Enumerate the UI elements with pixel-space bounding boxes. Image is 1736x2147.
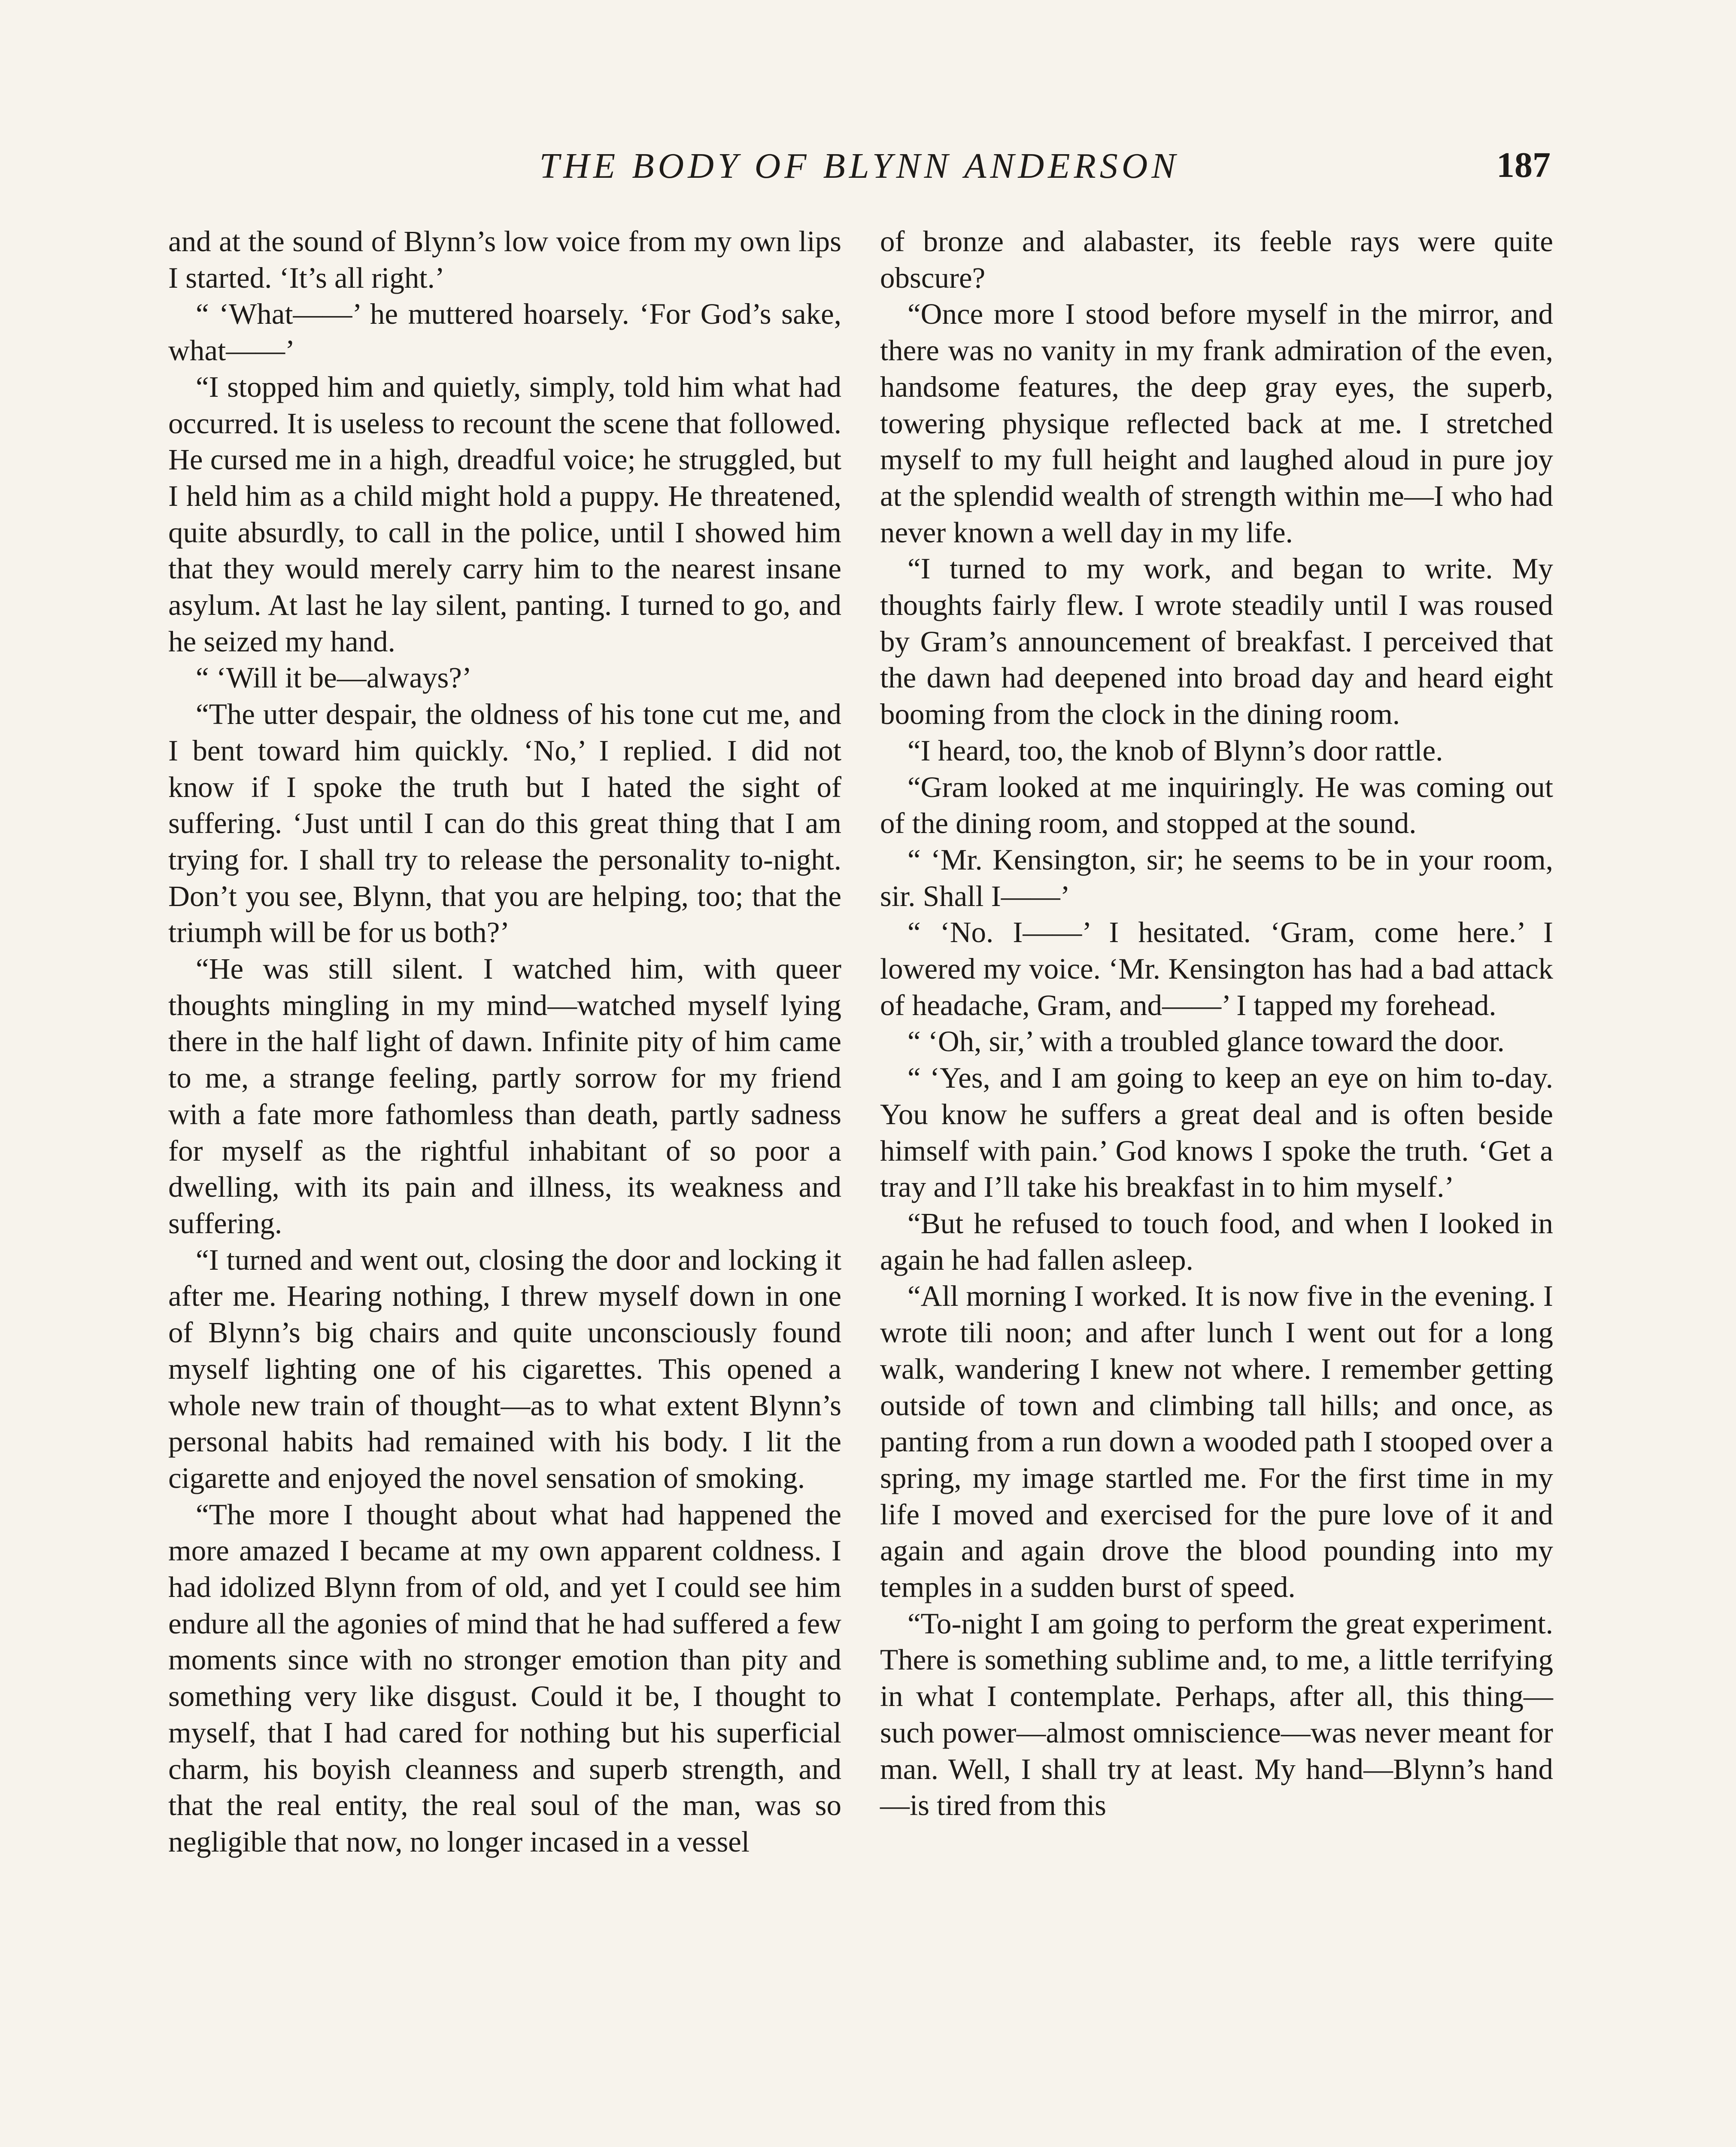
paragraph: “ ‘Will it be—always?’	[196, 661, 472, 694]
paragraph: “All morning I worked. It is now five in the evening. I wrote tili noon; and after lunch I went out for a long walk, wandering I knew not where. I remember getting outside of town and climbing tall hills; and once, as panting from a run down a wooded path I stooped over a spring, my image startled me. For the first time in my life I moved and exercised for the pure love of it and again and again drove the blood pounding into my temples in a sudden burst of speed.	[880, 1280, 1553, 1604]
page-header	[168, 137, 1551, 197]
paragraph: “ ‘No. I——’ I hesitated. ‘Gram, come here.’ I lowered my voice. ‘Mr. Kensington has had a bad attack of headache, Gram, and——’ I tapped my forehead.	[880, 916, 1553, 1022]
paragraph: “Once more I stood before myself in the mirror, and there was no vanity in my frank admiration of the even, handsome features, the deep gray eyes, the superb, towering physique reflected back at me. I stretched myself to my full height and laughed aloud in pure joy at the splendid wealth of strength within me—I who had never known a well day in my life.	[880, 298, 1553, 549]
paragraph: “ ‘Yes, and I am going to keep an eye on him to-day. You know he suffers a great deal and is often beside himself with pain.’ God knows I spoke the truth. ‘Get a tray and I’ll take his breakfast in to him myself.’	[880, 1061, 1553, 1204]
paragraph: “I stopped him and quietly, simply, told him what had occurred. It is useless to recount the scene that followed. He cursed me in a high, dreadful voice; he struggled, but I held him as a child might hold a puppy. He threatened, quite absurdly, to call in the police, until I showed him that they would merely carry him to the nearest insane asylum. At last he lay silent, panting. I turned to go, and he seized my hand.	[168, 370, 841, 658]
paragraph: “He was still silent. I watched him, with queer thoughts mingling in my mind—watched myself lying there in the half light of dawn. Infinite pity of him came to me, a strange feeling, partly sorrow for my friend with a fate more fathomless than death, partly sadness for myself as the rightful inhabitant of so poor a dwelling, with its pain and illness, its weakness and suffering.	[168, 952, 841, 1240]
left-column	[168, 223, 841, 1860]
page-number: 187	[1496, 145, 1551, 185]
paragraph: “To-night I am going to perform the great experiment. There is something sublime and, to me, a little terrifying in what I contemplate. Perhaps, after all, this thing—such power—almost omniscience—was never meant for man. Well, I shall try at least. My hand—Blynn’s hand—is tired from this	[880, 1607, 1553, 1822]
paragraph: “The more I thought about what had happened the more amazed I became at my own apparent coldness. I had idolized Blynn from of old, and yet I could see him endure all the agonies of mind that he had suffered a few moments since with no stronger emotion than pity and something very like disgust. Could it be, I thought to myself, that I had cared for nothing but his superficial charm, his boyish cleanness and superb strength, and that the real entity, the real soul of the man, was so negligible that now, no longer incased in a vessel	[168, 1498, 841, 1858]
paragraph: “ ‘Mr. Kensington, sir; he seems to be in your room, sir. Shall I——’	[880, 843, 1553, 912]
paragraph: “I turned to my work, and began to write. My thoughts fairly flew. I wrote steadily until I was roused by Gram’s announcement of breakfast. I perceived that the dawn had deepened into broad day and heard eight booming from the clock in the dining room.	[880, 552, 1553, 731]
right-column	[880, 223, 1553, 1824]
paragraph: “ ‘Oh, sir,’ with a troubled glance toward the door.	[907, 1025, 1505, 1058]
paragraph: and at the sound of Blynn’s low voice from my own lips I started. ‘It’s all right.’	[168, 225, 841, 294]
paragraph: “I turned and went out, closing the door and locking it after me. Hearing nothing, I threw myself down in one of Blynn’s big chairs and quite unconsciously found myself lighting one of his cigarettes. This opened a whole new train of thought—as to what extent Blynn’s personal habits had remained with his body. I lit the cigarette and enjoyed the novel sensation of smoking.	[168, 1243, 841, 1494]
running-title: THE BODY OF BLYNN ANDERSON	[539, 146, 1180, 186]
paragraph: “The utter despair, the oldness of his tone cut me, and I bent toward him quickly. ‘No,’ I replied. I did not know if I spoke the truth but I hated the sight of suffering. ‘Just until I can do this great thing that I am trying for. I shall try to release the personality to-night. Don’t you see, Blynn, that you are helping, too; that the triumph will be for us both?’	[168, 698, 841, 949]
paragraph: “But he refused to touch food, and when I looked in again he had fallen asleep.	[880, 1207, 1553, 1276]
paragraph: of bronze and alabaster, its feeble rays were quite obscure?	[880, 225, 1553, 294]
paragraph: “Gram looked at me inquiringly. He was coming out of the dining room, and stopped at the sound.	[880, 770, 1553, 840]
paragraph: “I heard, too, the knob of Blynn’s door rattle.	[907, 734, 1443, 767]
paragraph: “ ‘What——’ he muttered hoarsely. ‘For God’s sake, what——’	[168, 298, 841, 367]
